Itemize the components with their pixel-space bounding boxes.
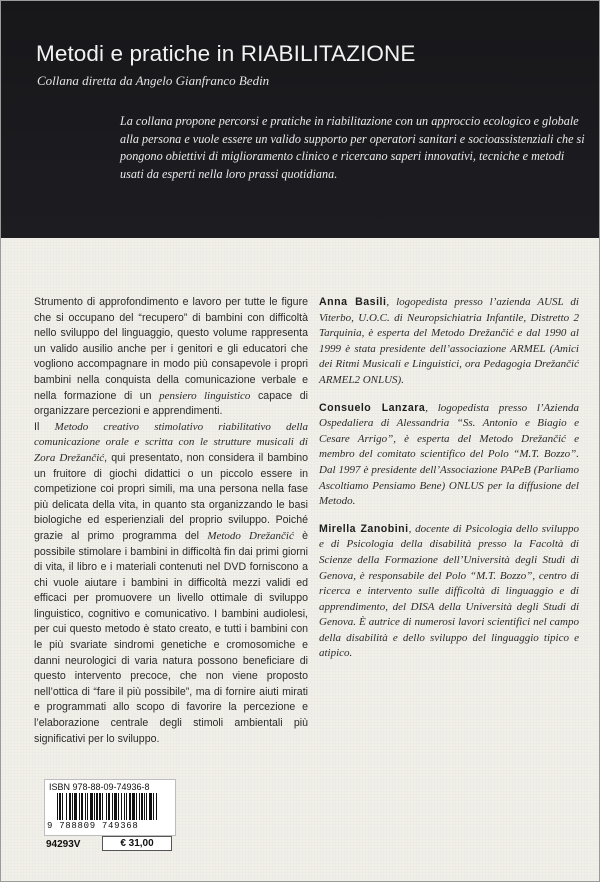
series-editor-line: Collana diretta da Angelo Gianfranco Bedin [37, 73, 270, 88]
barcode-icon [57, 793, 165, 820]
series-title [36, 41, 415, 67]
blurb-paragraph [34, 295, 308, 420]
author-bio-text: , docente di Psicologia dello sviluppo e di Psicologia della disabilità presso la Facoltà di Scienze della Formazione dell’Università degli Studi di Genova, è responsabile del Polo “M.T. Bozzo”, centro di ricerca e intervento sulle difficoltà di linguaggio e di apprendimento, del DISA della Università degli Studi di Genova. È autrice di numerosi lavori scientifici nel campo della disabilità e dello sviluppo del linguaggio tipico e atipico. [319, 522, 579, 660]
book-blurb [34, 295, 308, 747]
header-band [1, 1, 599, 238]
blurb-italic-term: pensiero linguistico [159, 389, 251, 402]
author-bio [319, 295, 579, 389]
isbn-box [44, 779, 176, 836]
barcode-area [44, 779, 184, 855]
author-bio-text: , logopedista presso l’Azienda Ospedaliera di Alessandria “Ss. Antonio e Biagio e Cesare Arrigo”, è esperta del Metodo Drežančić e membro del comitato scientifico del Polo “M.T. Bozzo”. Dal 1997 è presidente dell’Associazione PAPeB (Parliamo Ascoltiamo Pensiamo Bene) ONLUS per la diffusione del Metodo. [319, 401, 579, 508]
author-name: Consuelo Lanzara [319, 401, 426, 414]
series-title-emphasis: RIABILITAZIONE [240, 41, 416, 66]
blurb-text: capace di organizzare percezioni e apprendimenti. [34, 389, 308, 418]
isbn-label: ISBN 978-88-09-74936-8 [49, 782, 150, 792]
blurb-text: è possibile stimolare i bambini in difficoltà fin dai primi giorni di vita, il libro e i materiali contenuti nel DVD forniscono a chi vuole aiutare i bambini in difficoltà mezzi validi ed efficaci per promuovere un livello ottimale di sviluppo linguistico, cognitivo e comunicativo. I bambini audiolesi, per cui questo metodo è stato creato, e tutti i bambini con le più svariate sindromi genetiche e cromosomiche e danni neurologici di varia natura possono beneficiare di questo intervento precoce, che non viene proposto nell’ottica di “fare il più possibile”, ma di fornire aiuti mirati e programmati allo scopo di favorire la percezione e l’elaborazione centrale degli stimoli ambientali più significativi per lo sviluppo. [34, 529, 309, 745]
blurb-italic-term: Metodo Drežančić [207, 529, 294, 542]
blurb-text: Strumento di approfondimento e lavoro per tutte le figure che si occupano del “recupero” di bambini con difficoltà nello sviluppo del linguaggio, questo volume rappresenta un valido ausilio anche per i genitori e gli educatori che vogliono accompagnare in modo più consapevole i propri bambini nella conquista della comunicazione verbale e nella formazione di un [34, 296, 308, 402]
product-code: 94293V [46, 839, 81, 850]
author-bio [319, 401, 579, 510]
price-label: € 31,00 [102, 836, 172, 851]
author-name: Mirella Zanobini [319, 522, 409, 535]
blurb-paragraph [34, 420, 308, 747]
author-bio-text: , logopedista presso l’azienda AUSL di Viterbo, U.O.C. di Neuropsichiatria Infantile, Distretto 2 Tarquinia, è esperta del Metodo Drežančić e dal 1990 al 1999 è stata presidente dell’associazione ARMEL (Amici dei Ritmi Musicali e Linguistici, ora Pedagogia Drežančić ARMEL2 ONLUS). [319, 296, 579, 386]
blurb-italic-term: Metodo creativo stimolativo riabilitativo della comunicazione orale e scritta con le strutture musicali di Zora Drežančić [34, 420, 308, 464]
barcode-digits: 9 788809 749368 [47, 821, 139, 831]
author-name: Anna Basili [319, 296, 387, 308]
author-bios [319, 295, 579, 674]
series-description: La collana propone percorsi e pratiche in riabilitazione con un approccio ecologico e globale alla persona e vuole essere un valido supporto per operatori sanitari e socioassistenziali che si pongono obiettivi di miglioramento clinico e ricercano saperi innovativi, tecniche e metodi usati da esperti nella loro prassi quotidiana. [120, 114, 585, 181]
series-title-prefix: Metodi e pratiche in [36, 41, 241, 66]
blurb-text: , qui presentato, non considera il bambino un fruitore di giochi didattici o un piccolo essere in competizione coi propri simili, ma una persona nella fase più delicata della vita, in quanto sta organizzando le basi biologiche ed esperienziali del proprio sviluppo. Poiché grazie al primo programma del [34, 451, 309, 542]
blurb-text: Il [34, 420, 55, 433]
author-bio [319, 522, 579, 662]
